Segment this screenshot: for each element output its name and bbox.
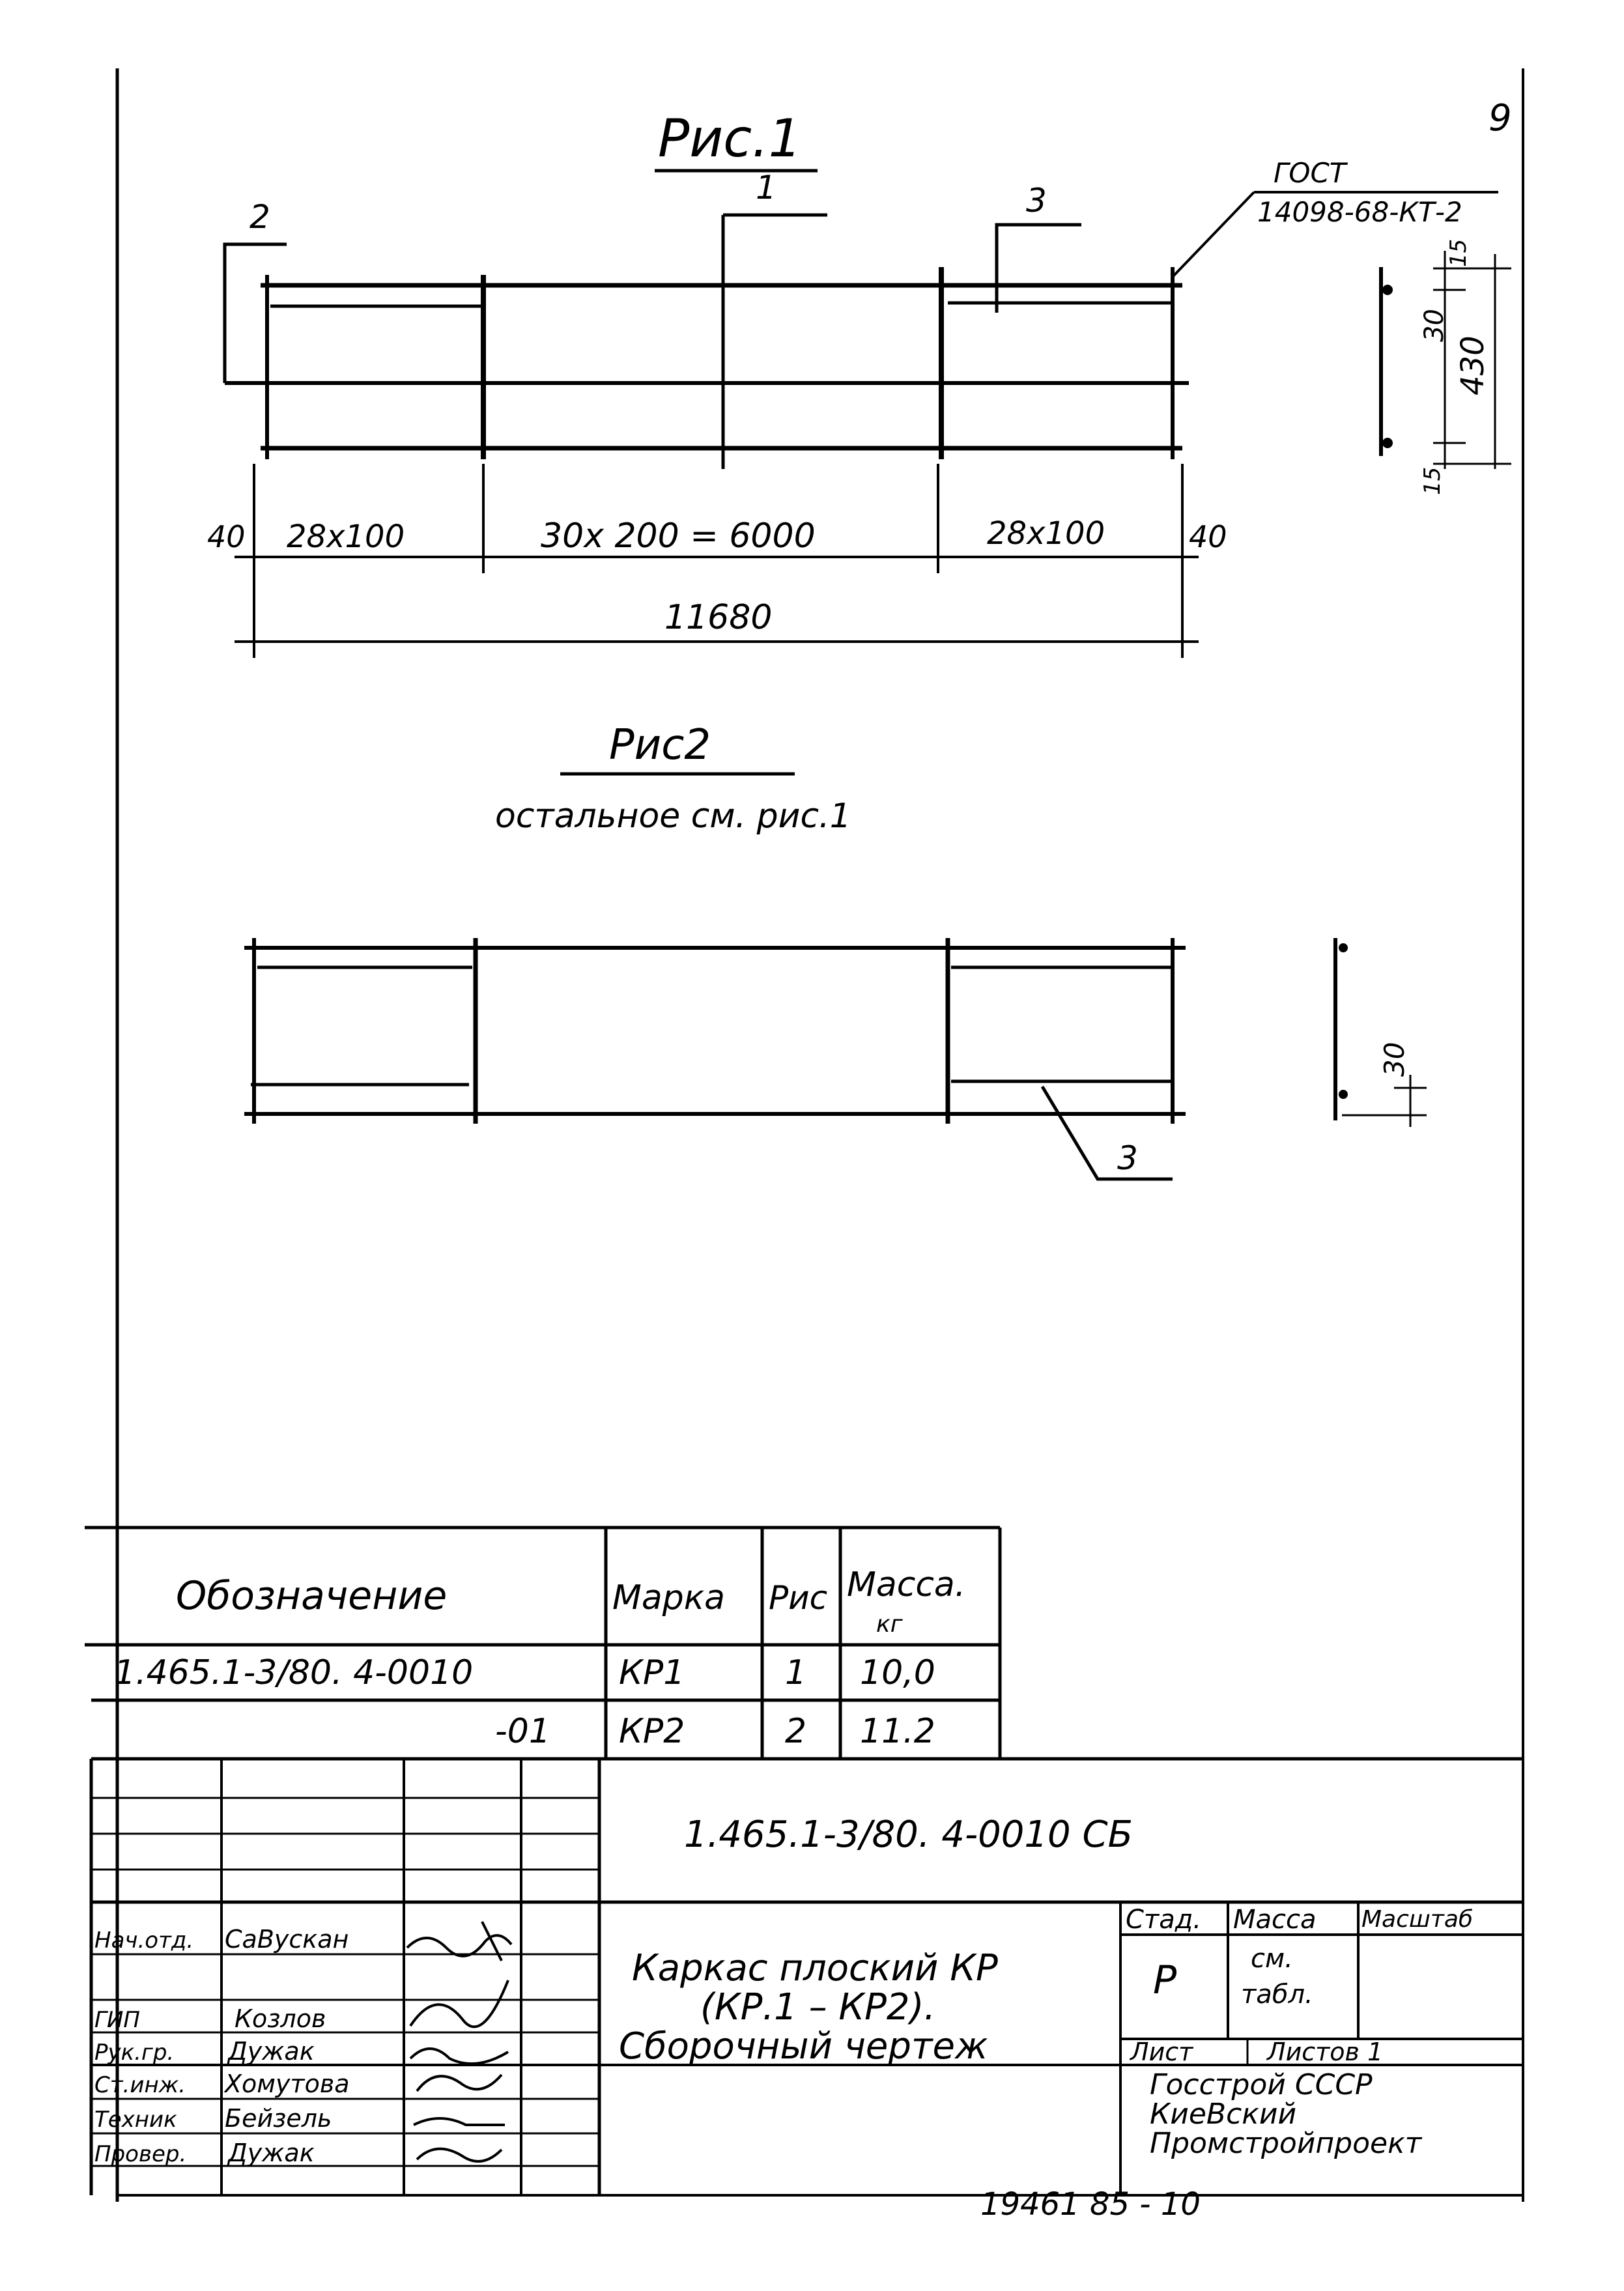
name-2: Козлов bbox=[235, 2004, 326, 2033]
org-line1: Госстрой СССР bbox=[1150, 2068, 1373, 2101]
fig1-callout-1: 1 bbox=[756, 169, 776, 206]
document-code: 1.465.1-3/80. 4-0010 СБ bbox=[684, 1814, 1133, 1856]
fig1-gost-line1: ГОСТ bbox=[1274, 157, 1346, 189]
name-3: Дужак bbox=[228, 2037, 315, 2066]
stage-header: Стад. bbox=[1126, 1905, 1202, 1935]
sheet-frame bbox=[117, 68, 1523, 2202]
fig2-callout-3: 3 bbox=[1117, 1139, 1138, 1177]
fig1-dim-right-span: 28x100 bbox=[987, 515, 1105, 552]
spec-row1-designation: 1.465.1-3/80. 4-0010 bbox=[114, 1653, 474, 1692]
drawing-title-line1: Каркас плоский КР bbox=[632, 1947, 998, 1989]
role-3: Рук.гр. bbox=[94, 2040, 175, 2066]
spec-header-mass: Масса. bbox=[847, 1565, 966, 1604]
fig1-dim-right-end: 40 bbox=[1189, 519, 1227, 554]
fig1-title: Рис.1 bbox=[658, 108, 802, 169]
sheet-label: Лист bbox=[1130, 2038, 1193, 2066]
fig1-section-dim-430: 430 bbox=[1455, 335, 1491, 395]
org-line2: КиеВский bbox=[1150, 2098, 1297, 2131]
fig2-note: остальное см. рис.1 bbox=[495, 797, 851, 836]
drawing-title-line3: Сборочный чертеж bbox=[619, 2025, 988, 2068]
name-6: Дужак bbox=[228, 2139, 315, 2167]
spec-table bbox=[85, 1528, 1523, 1759]
spec-header-designation: Обозначение bbox=[176, 1573, 448, 1619]
spec-row1-mark: КР1 bbox=[619, 1653, 685, 1692]
role-4: Ст.инж. bbox=[94, 2072, 186, 2098]
signatures bbox=[407, 1922, 511, 2161]
role-1: Нач.отд. bbox=[94, 1928, 194, 1954]
spec-row1-fig: 1 bbox=[785, 1653, 807, 1692]
stage-value: Р bbox=[1153, 1957, 1177, 2003]
mass-value-line2: табл. bbox=[1241, 1980, 1313, 2010]
fig1-callout-2: 2 bbox=[249, 198, 270, 236]
spec-header-mass-unit: кг bbox=[876, 1611, 903, 1638]
fig2-section-dim-30: 30 bbox=[1378, 1042, 1410, 1077]
bottom-edge-text: 19461 85 - 10 bbox=[980, 2186, 1201, 2223]
mass-value-line1: см. bbox=[1251, 1944, 1293, 1974]
fig1-dim-left-end: 40 bbox=[207, 519, 246, 554]
spec-row2-designation: -01 bbox=[495, 1712, 550, 1751]
fig1-section-dim-15-bottom: 15 bbox=[1419, 466, 1446, 495]
fig1-gost-line2: 14098-68-КТ-2 bbox=[1257, 196, 1462, 228]
sheets-label: Листов 1 bbox=[1267, 2038, 1384, 2066]
role-6: Провер. bbox=[94, 2141, 187, 2167]
sheet-number: 9 bbox=[1489, 97, 1512, 139]
figure-2 bbox=[244, 721, 1427, 1179]
fig2-title: Рис2 bbox=[609, 721, 711, 769]
fig1-dim-left-span: 28x100 bbox=[287, 519, 405, 555]
name-1: СаВускан bbox=[225, 1925, 349, 1954]
title-block bbox=[91, 1759, 1523, 2195]
fig1-dim-center: 30x 200 = 6000 bbox=[541, 517, 816, 556]
role-2: ГИП bbox=[94, 2007, 140, 2033]
fig1-section-dim-30: 30 bbox=[1419, 309, 1449, 342]
fig1-dim-total: 11680 bbox=[664, 598, 773, 637]
drawing-title-line2: (КР.1 – КР2). bbox=[700, 1986, 936, 2028]
org-line3: Промстройпроект bbox=[1150, 2127, 1422, 2160]
name-4: Хомутова bbox=[225, 2070, 350, 2098]
mass-header: Масса bbox=[1233, 1905, 1317, 1935]
scale-header: Масштаб bbox=[1361, 1906, 1474, 1933]
spec-row1-mass: 10,0 bbox=[860, 1653, 935, 1692]
figure-1 bbox=[207, 108, 1511, 658]
fig1-callout-3: 3 bbox=[1026, 182, 1047, 220]
spec-header-fig: Рис bbox=[769, 1579, 828, 1617]
role-5: Техник bbox=[94, 2107, 177, 2133]
name-5: Бейзель bbox=[225, 2104, 332, 2133]
spec-row2-mass: 11.2 bbox=[860, 1712, 935, 1751]
spec-row2-fig: 2 bbox=[785, 1712, 807, 1751]
spec-row2-mark: КР2 bbox=[619, 1712, 685, 1751]
fig1-section-dim-15-top: 15 bbox=[1446, 238, 1472, 267]
spec-header-mark: Марка bbox=[612, 1578, 726, 1617]
